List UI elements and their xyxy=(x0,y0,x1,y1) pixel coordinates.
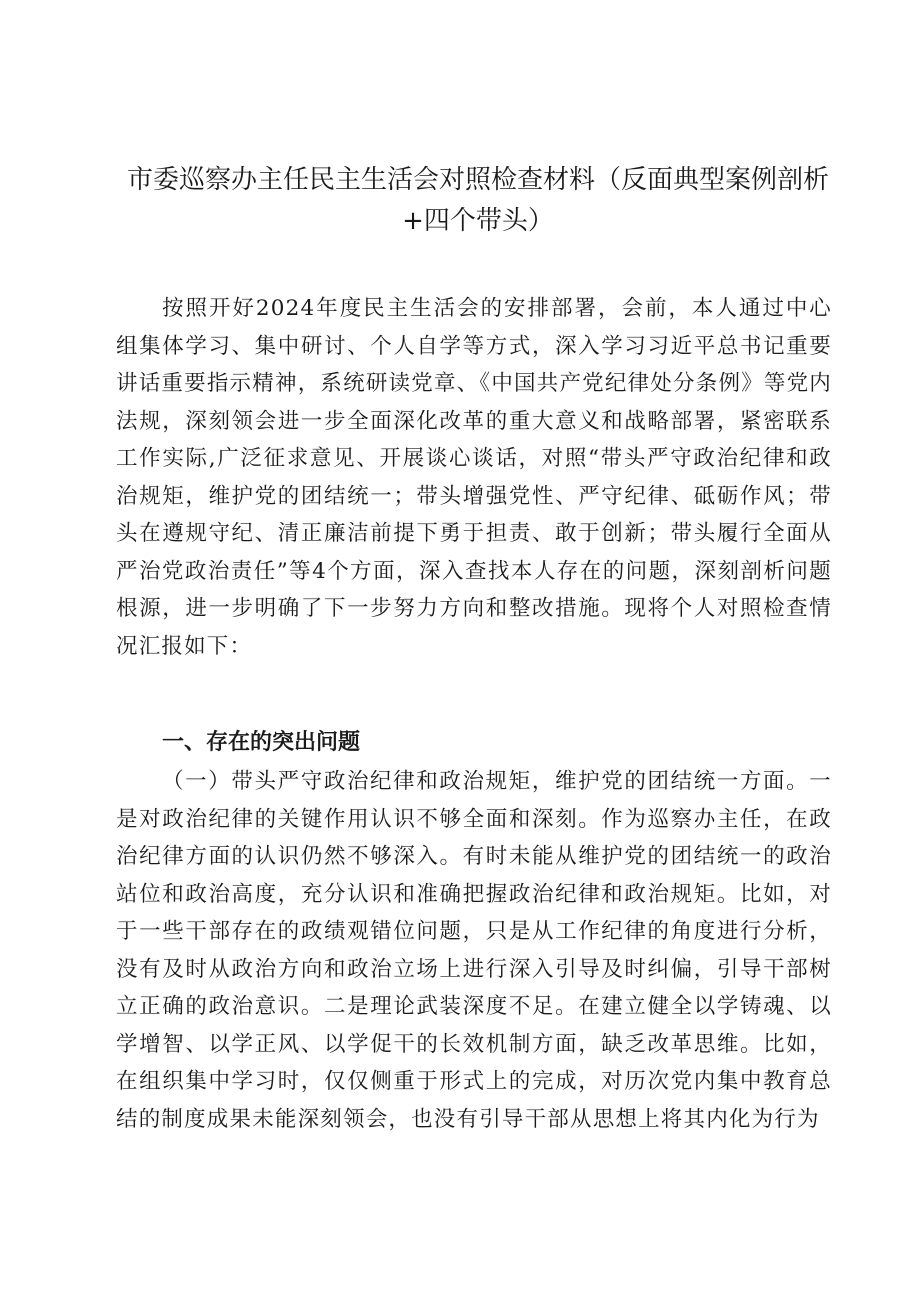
intro-paragraph: 按照开好2024年度民主生活会的安排部署，会前，本人通过中心组集体学习、集中研讨、个人自学等方式，深入学习习近平总书记重要讲话重要指示精神，系统研读党章、《中国共产党纪律处分条例》等党内法规，深刻领会进一步全面深化改革的重大意义和战略部署，紧密联系工作实际,广泛征求意见、开展谈心谈话，对照“带头严守政治纪律和政治规矩，维护党的团结统一；带头增强党性、严守纪律、砥砺作风；带头在遵规守纪、清正廉洁前提下勇于担责、敢于创新；带头履行全面从严治党政治责任”等4个方面，深入查找本人存在的问题，深刻剖析问题根源，进一步明确了下一步努力方向和整改措施。现将个人对照检查情况汇报如下： xyxy=(116,296,832,659)
section-heading: 一、存在的突出问题 xyxy=(162,730,361,755)
document-title: 市委巡察办主任民主生活会对照检查材料（反面典型案例剖析+四个带头） xyxy=(126,165,829,236)
subsection-paragraph: （一）带头严守政治纪律和政治规矩，维护党的团结统一方面。一是对政治纪律的关键作用认识不够全面和深刻。作为巡察办主任，在政治纪律方面的认识仍然不够深入。有时未能从维护党的团结统一的政治站位和政治高度，充分认识和准确把握政治纪律和政治规矩。比如，对于一些干部存在的政绩观错位问题，只是从工作纪律的角度进行分析，没有及时从政治方向和政治立场上进行深入引导及时纠偏，引导干部树立正确的政治意识。二是理论武装深度不足。在建立健全以学铸魂、以学增智、以学正风、以学促干的长效机制方面，缺乏改革思维。比如，在组织集中学习时，仅仅侧重于形式上的完成，对历次党内集中教育总结的制度成果未能深刻领会，也没有引导干部从思想上将其内化为行为 xyxy=(116,769,832,1132)
